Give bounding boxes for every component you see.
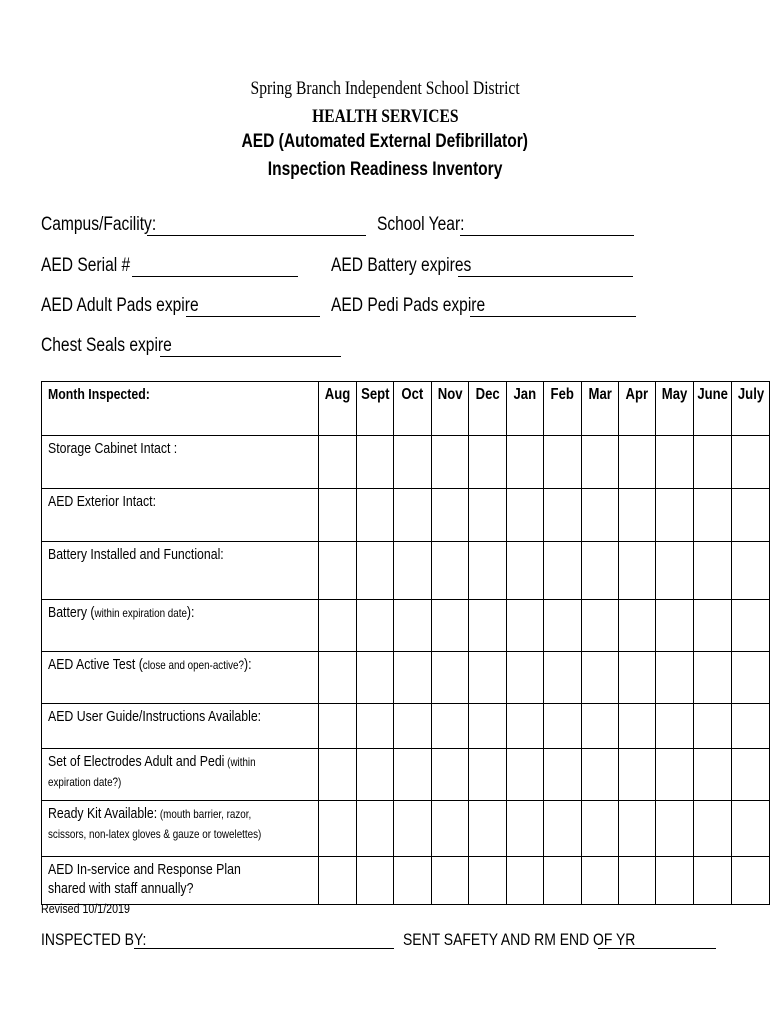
inspected-by-label: INSPECTED BY: — [41, 930, 147, 949]
check-cell-dec[interactable] — [469, 857, 506, 905]
month-header-aug: Aug — [319, 382, 357, 436]
table-row — [42, 704, 770, 749]
check-cell-nov[interactable] — [431, 542, 469, 600]
check-cell-aug[interactable] — [319, 542, 357, 600]
serial-field[interactable] — [132, 276, 298, 277]
check-cell-nov[interactable] — [431, 857, 469, 905]
sent-safety-label: SENT SAFETY AND RM END OF YR — [403, 930, 636, 949]
check-cell-mar[interactable] — [581, 542, 618, 600]
school-year-field[interactable] — [460, 235, 634, 236]
check-cell-mar[interactable] — [581, 801, 618, 857]
check-cell-may[interactable] — [656, 652, 694, 704]
check-cell-aug[interactable] — [319, 801, 357, 857]
check-cell-feb[interactable] — [544, 801, 581, 857]
check-cell-apr[interactable] — [618, 600, 655, 652]
check-cell-may[interactable] — [656, 436, 694, 489]
check-cell-nov[interactable] — [431, 652, 469, 704]
campus-field[interactable] — [147, 235, 366, 236]
row-label: Battery Installed and Functional: — [42, 542, 319, 600]
campus-label: Campus/Facility: — [41, 214, 157, 235]
check-cell-mar[interactable] — [581, 652, 618, 704]
row-label: AED User Guide/Instructions Available: — [42, 704, 319, 749]
department-name: HEALTH SERVICES — [311, 106, 459, 127]
check-cell-aug[interactable] — [319, 704, 357, 749]
check-cell-july[interactable] — [732, 542, 770, 600]
check-cell-jan[interactable] — [506, 600, 543, 652]
check-cell-aug[interactable] — [319, 652, 357, 704]
table-row — [42, 542, 770, 600]
check-cell-mar[interactable] — [581, 489, 618, 542]
check-cell-feb[interactable] — [544, 436, 581, 489]
check-cell-oct[interactable] — [394, 801, 431, 857]
check-cell-june[interactable] — [693, 652, 731, 704]
check-cell-apr[interactable] — [618, 542, 655, 600]
check-cell-jan[interactable] — [506, 857, 543, 905]
row-label: Storage Cabinet Intact : — [42, 436, 319, 489]
check-cell-jan[interactable] — [506, 489, 543, 542]
check-cell-apr[interactable] — [618, 704, 655, 749]
check-cell-jan[interactable] — [506, 704, 543, 749]
adult-pads-label: AED Adult Pads expire — [41, 295, 199, 316]
check-cell-mar[interactable] — [581, 436, 618, 489]
check-cell-jan[interactable] — [506, 749, 543, 801]
sent-safety-field[interactable] — [598, 948, 716, 949]
check-cell-july[interactable] — [732, 857, 770, 905]
month-header-sept: Sept — [356, 382, 394, 436]
month-header-feb: Feb — [544, 382, 581, 436]
check-cell-june[interactable] — [693, 542, 731, 600]
check-cell-jan[interactable] — [506, 801, 543, 857]
adult-pads-field[interactable] — [186, 316, 320, 317]
row-label: AED Active Test (close and open-active?): — [42, 652, 319, 704]
form-title: AED (Automated External Defibrillator) — [241, 131, 529, 152]
table-header-row — [42, 382, 770, 436]
check-cell-feb[interactable] — [544, 600, 581, 652]
check-cell-july[interactable] — [732, 652, 770, 704]
check-cell-apr[interactable] — [618, 436, 655, 489]
check-cell-sept[interactable] — [356, 704, 394, 749]
inspection-table — [41, 381, 770, 905]
table-row — [42, 749, 770, 801]
check-cell-june[interactable] — [693, 436, 731, 489]
check-cell-dec[interactable] — [469, 801, 506, 857]
table-row — [42, 801, 770, 857]
check-cell-dec[interactable] — [469, 749, 506, 801]
chest-seals-label: Chest Seals expire — [41, 335, 172, 356]
check-cell-apr[interactable] — [618, 801, 655, 857]
check-cell-dec[interactable] — [469, 704, 506, 749]
check-cell-jan[interactable] — [506, 542, 543, 600]
check-cell-dec[interactable] — [469, 436, 506, 489]
check-cell-june[interactable] — [693, 749, 731, 801]
table-row — [42, 489, 770, 542]
form-subtitle: Inspection Readiness Inventory — [267, 159, 503, 180]
check-cell-nov[interactable] — [431, 600, 469, 652]
month-header-dec: Dec — [469, 382, 506, 436]
check-cell-may[interactable] — [656, 749, 694, 801]
check-cell-oct[interactable] — [394, 489, 431, 542]
check-cell-may[interactable] — [656, 542, 694, 600]
serial-label: AED Serial # — [41, 255, 131, 276]
row-label: Battery (within expiration date): — [42, 600, 319, 652]
check-cell-oct[interactable] — [394, 542, 431, 600]
check-cell-oct[interactable] — [394, 436, 431, 489]
check-cell-feb[interactable] — [544, 652, 581, 704]
pedi-pads-field[interactable] — [470, 316, 636, 317]
check-cell-may[interactable] — [656, 801, 694, 857]
check-cell-may[interactable] — [656, 857, 694, 905]
check-cell-feb[interactable] — [544, 489, 581, 542]
check-cell-oct[interactable] — [394, 857, 431, 905]
check-cell-oct[interactable] — [394, 749, 431, 801]
check-cell-july[interactable] — [732, 801, 770, 857]
month-header-oct: Oct — [394, 382, 431, 436]
check-cell-feb[interactable] — [544, 704, 581, 749]
check-cell-mar[interactable] — [581, 704, 618, 749]
check-cell-sept[interactable] — [356, 749, 394, 801]
check-cell-sept[interactable] — [356, 489, 394, 542]
check-cell-june[interactable] — [693, 801, 731, 857]
check-cell-dec[interactable] — [469, 489, 506, 542]
check-cell-nov[interactable] — [431, 436, 469, 489]
month-header-jan: Jan — [506, 382, 543, 436]
check-cell-june[interactable] — [693, 704, 731, 749]
table-row — [42, 652, 770, 704]
row-label: Set of Electrodes Adult and Pedi (within expiration date?) — [42, 749, 319, 801]
check-cell-oct[interactable] — [394, 704, 431, 749]
check-cell-aug[interactable] — [319, 489, 357, 542]
check-cell-mar[interactable] — [581, 600, 618, 652]
month-header-july: July — [732, 382, 770, 436]
check-cell-sept[interactable] — [356, 542, 394, 600]
month-header-nov: Nov — [431, 382, 469, 436]
check-cell-june[interactable] — [693, 600, 731, 652]
check-cell-apr[interactable] — [618, 652, 655, 704]
month-header-june: June — [693, 382, 731, 436]
check-cell-dec[interactable] — [469, 652, 506, 704]
check-cell-dec[interactable] — [469, 542, 506, 600]
check-cell-may[interactable] — [656, 704, 694, 749]
month-header-apr: Apr — [618, 382, 655, 436]
row-label: AED Exterior Intact: — [42, 489, 319, 542]
check-cell-feb[interactable] — [544, 857, 581, 905]
battery-expires-label: AED Battery expires — [331, 255, 472, 276]
month-inspected-header: Month Inspected: — [42, 382, 319, 436]
revised-date: Revised 10/1/2019 — [41, 901, 130, 916]
row-label: Ready Kit Available: (mouth barrier, razor, scissors, non-latex gloves & gauze or towelettes) — [42, 801, 319, 857]
month-header-may: May — [656, 382, 694, 436]
check-cell-sept[interactable] — [356, 652, 394, 704]
check-cell-may[interactable] — [656, 600, 694, 652]
school-year-label: School Year: — [377, 214, 465, 235]
check-cell-aug[interactable] — [319, 436, 357, 489]
table-row — [42, 600, 770, 652]
check-cell-jan[interactable] — [506, 436, 543, 489]
check-cell-july[interactable] — [732, 436, 770, 489]
check-cell-nov[interactable] — [431, 704, 469, 749]
chest-seals-field[interactable] — [160, 356, 341, 357]
check-cell-june[interactable] — [693, 489, 731, 542]
check-cell-feb[interactable] — [544, 542, 581, 600]
check-cell-july[interactable] — [732, 704, 770, 749]
check-cell-apr[interactable] — [618, 489, 655, 542]
check-cell-dec[interactable] — [469, 600, 506, 652]
check-cell-oct[interactable] — [394, 652, 431, 704]
table-row — [42, 436, 770, 489]
check-cell-oct[interactable] — [394, 600, 431, 652]
battery-expires-field[interactable] — [458, 276, 633, 277]
check-cell-sept[interactable] — [356, 436, 394, 489]
pedi-pads-label: AED Pedi Pads expire — [331, 295, 486, 316]
check-cell-apr[interactable] — [618, 749, 655, 801]
row-label: AED In-service and Response Plan shared with staff annually? — [42, 857, 319, 905]
check-cell-nov[interactable] — [431, 801, 469, 857]
check-cell-apr[interactable] — [618, 857, 655, 905]
check-cell-sept[interactable] — [356, 801, 394, 857]
month-header-mar: Mar — [581, 382, 618, 436]
district-name: Spring Branch Independent School District — [250, 78, 520, 99]
inspected-by-field[interactable] — [134, 948, 394, 949]
check-cell-may[interactable] — [656, 489, 694, 542]
check-cell-sept[interactable] — [356, 857, 394, 905]
check-cell-mar[interactable] — [581, 857, 618, 905]
check-cell-july[interactable] — [732, 489, 770, 542]
table-row — [42, 857, 770, 905]
check-cell-nov[interactable] — [431, 489, 469, 542]
check-cell-aug[interactable] — [319, 749, 357, 801]
check-cell-aug[interactable] — [319, 600, 357, 652]
check-cell-june[interactable] — [693, 857, 731, 905]
check-cell-mar[interactable] — [581, 749, 618, 801]
check-cell-nov[interactable] — [431, 749, 469, 801]
check-cell-jan[interactable] — [506, 652, 543, 704]
check-cell-feb[interactable] — [544, 749, 581, 801]
check-cell-sept[interactable] — [356, 600, 394, 652]
check-cell-aug[interactable] — [319, 857, 357, 905]
check-cell-july[interactable] — [732, 600, 770, 652]
check-cell-july[interactable] — [732, 749, 770, 801]
